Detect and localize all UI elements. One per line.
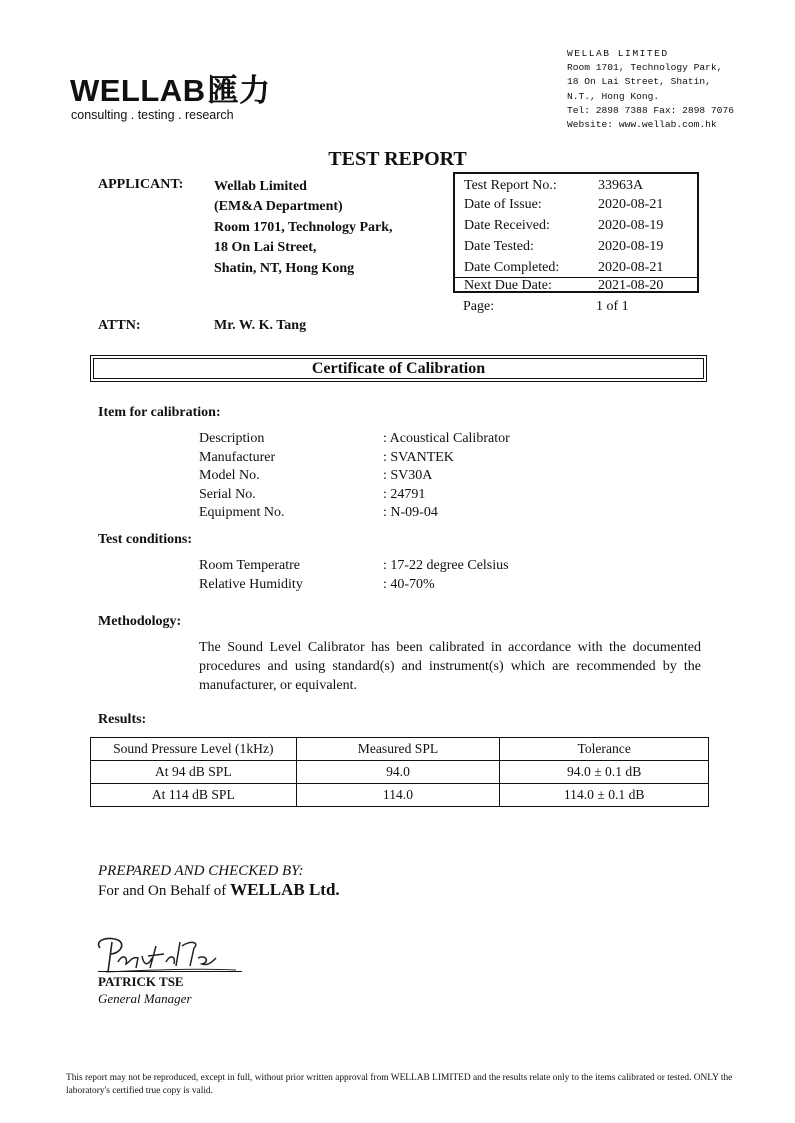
report-title: TEST REPORT <box>328 148 467 170</box>
item-label: Model No. <box>199 468 260 484</box>
table-cell: 114.0 <box>296 784 500 807</box>
page-value: 1 of 1 <box>596 299 629 314</box>
results-table <box>90 737 709 807</box>
item-label: Equipment No. <box>199 505 285 521</box>
attn-value: Mr. W. K. Tang <box>214 318 307 333</box>
item-values <box>383 430 510 523</box>
company-address-block <box>567 47 734 132</box>
item-value: : SVANTEK <box>383 449 454 465</box>
company-name: WELLAB LIMITED <box>567 48 669 59</box>
info-label: Date Tested: <box>464 239 534 254</box>
results-heading: Results: <box>98 712 147 727</box>
report-info-box <box>453 172 699 293</box>
item-label: Serial No. <box>199 486 256 502</box>
table-header-cell: Measured SPL <box>296 738 500 761</box>
company-address-line: Room 1701, Technology Park, <box>567 62 723 74</box>
item-label: Description <box>199 431 265 446</box>
on-behalf-line <box>98 880 340 901</box>
table-row <box>91 784 709 807</box>
applicant-line: Room 1701, Technology Park, <box>214 219 393 235</box>
attn-label: ATTN: <box>98 318 141 333</box>
signer-title: General Manager <box>98 991 192 1006</box>
table-row <box>91 761 709 784</box>
page-label: Page: <box>463 299 495 314</box>
behalf-prefix: For and On Behalf of <box>98 883 231 899</box>
info-value: 2020-08-19 <box>598 218 664 233</box>
info-value: 2020-08-19 <box>598 239 664 254</box>
company-logo <box>70 74 271 108</box>
company-contact: Tel: 2898 7388 Fax: 2898 7076 <box>567 104 734 116</box>
certificate-title: Certificate of Calibration <box>311 360 486 377</box>
methodology-heading: Methodology: <box>98 614 182 629</box>
condition-value: : 40-70% <box>383 576 435 592</box>
info-value: 2020-08-21 <box>598 197 664 212</box>
item-labels <box>199 430 285 523</box>
table-cell: 94.0 ± 0.1 dB <box>500 761 709 784</box>
applicant-label: APPLICANT: <box>98 177 184 192</box>
signer-name: PATRICK TSE <box>98 974 184 989</box>
logo-name: WELLAB <box>70 73 206 108</box>
item-value: : 24791 <box>383 486 426 502</box>
conditions-values <box>383 557 509 594</box>
company-website: Website: www.wellab.com.hk <box>567 119 717 131</box>
condition-value: : 17-22 degree Celsius <box>383 558 509 573</box>
condition-label: Relative Humidity <box>199 576 303 592</box>
item-value: : Acoustical Calibrator <box>383 431 510 446</box>
item-label: Manufacturer <box>199 449 276 465</box>
applicant-line: 18 On Lai Street, <box>214 240 317 256</box>
behalf-company: WELLAB Ltd. <box>230 880 340 899</box>
item-value: : SV30A <box>383 468 433 484</box>
applicant-line: (EM&A Department) <box>214 199 343 215</box>
footer-disclaimer: This report may not be reproduced, except in full, without prior written approval from WELLAB LIMITED and the results relate only to the items calibrated or tested. ONLY the laboratory's certified true copy is valid. <box>66 1073 733 1096</box>
prepared-heading: PREPARED AND CHECKED BY: <box>98 863 304 879</box>
applicant-line: Shatin, NT, Hong Kong <box>214 260 355 276</box>
conditions-heading: Test conditions: <box>98 532 193 547</box>
logo-tagline: consulting . testing . research <box>71 108 234 122</box>
info-value: 33963A <box>598 178 644 193</box>
info-value: 2021-08-20 <box>598 278 664 293</box>
info-label: Date Completed: <box>464 260 560 275</box>
info-label: Next Due Date: <box>464 278 552 293</box>
info-label: Date Received: <box>464 218 550 233</box>
table-cell: 94.0 <box>296 761 500 784</box>
methodology-text: The Sound Level Calibrator has been calibrated in accordance with the documented procedures and using standard(s) and instrument(s) which are recommended by the manufacturer, or equivalent. <box>199 640 701 694</box>
item-value: : N-09-04 <box>383 505 438 521</box>
table-cell: 114.0 ± 0.1 dB <box>500 784 709 807</box>
table-cell: At 114 dB SPL <box>91 784 297 807</box>
table-header-cell: Tolerance <box>500 738 709 761</box>
logo-cjk: 匯力 <box>207 73 271 108</box>
table-cell: At 94 dB SPL <box>91 761 297 784</box>
info-label: Test Report No.: <box>464 178 557 193</box>
conditions-labels <box>199 557 303 594</box>
applicant-line: Wellab Limited <box>214 179 307 194</box>
info-value: 2020-08-21 <box>598 260 664 275</box>
company-address-line: N.T., Hong Kong. <box>567 90 660 102</box>
condition-label: Room Temperatre <box>199 558 301 573</box>
item-heading: Item for calibration: <box>98 405 221 420</box>
page-number <box>463 298 663 316</box>
table-header-cell: Sound Pressure Level (1kHz) <box>91 738 297 761</box>
signature-line <box>98 971 242 972</box>
info-label: Date of Issue: <box>464 197 542 212</box>
table-header-row <box>91 738 709 761</box>
applicant-address <box>214 177 393 279</box>
company-address-line: 18 On Lai Street, Shatin, <box>567 76 711 88</box>
